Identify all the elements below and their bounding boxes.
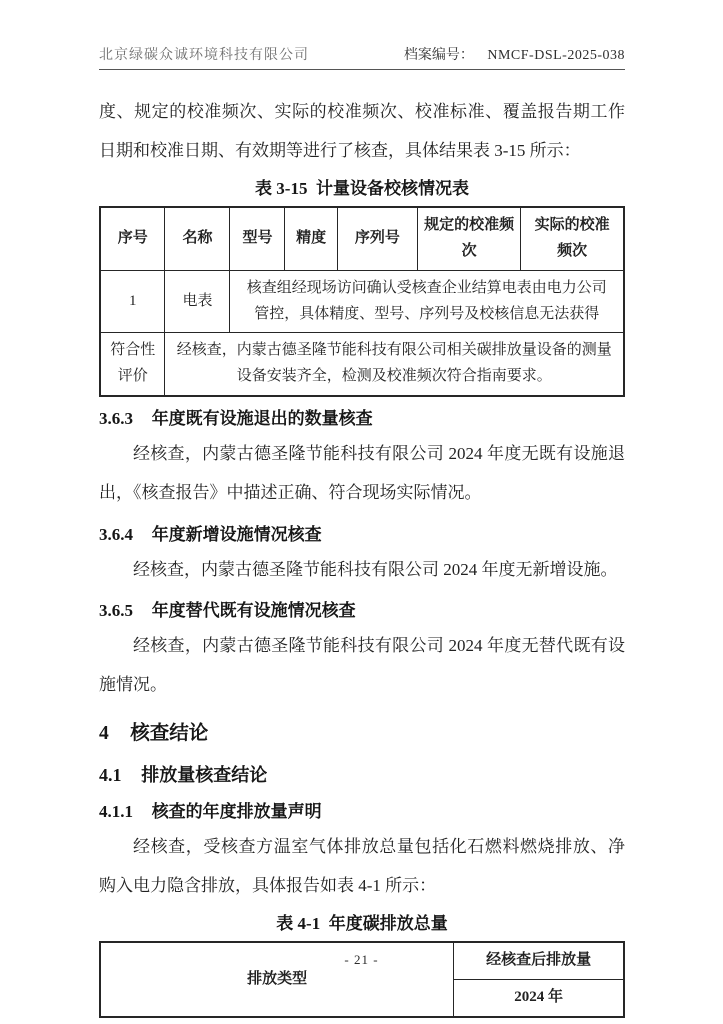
section-title: 核查的年度排放量声明 bbox=[151, 801, 322, 821]
section-heading-4-1-1 bbox=[99, 799, 625, 825]
table-row bbox=[100, 333, 624, 396]
section-paragraph-3-6-4: 经核查，内蒙古德圣隆节能科技有限公司 2024 年度无新增设施。 bbox=[133, 559, 618, 579]
table-row bbox=[100, 270, 624, 333]
table-3-15 bbox=[99, 206, 625, 397]
section-number: 3.6.4 bbox=[99, 524, 133, 544]
emission-type-header-cell: 排放类型 bbox=[100, 942, 454, 1017]
section-number: 4 bbox=[99, 723, 109, 745]
column-header-actual-freq: 实际的校准频次 bbox=[521, 207, 624, 270]
column-header-required-freq: 规定的校准频次 bbox=[418, 207, 521, 270]
page-content bbox=[99, 44, 625, 1018]
table-3-15-number: 表 3-15 bbox=[255, 179, 308, 199]
section-heading-4-1 bbox=[99, 762, 625, 790]
column-header-precision: 精度 bbox=[285, 207, 337, 270]
section-heading-3-6-3 bbox=[99, 406, 625, 432]
section-number: 3.6.3 bbox=[99, 408, 133, 428]
archive-label: 档案编号： bbox=[403, 48, 474, 63]
column-header-name: 名称 bbox=[165, 207, 230, 270]
table-3-15-title bbox=[99, 174, 625, 199]
section-number: 3.6.5 bbox=[99, 600, 133, 620]
section-title: 年度替代既有设施情况核查 bbox=[151, 600, 356, 620]
year-header-cell: 2024 年 bbox=[454, 979, 624, 1016]
section-title: 排放量核查结论 bbox=[141, 764, 268, 785]
column-header-serial: 序列号 bbox=[337, 207, 417, 270]
archive-number-block bbox=[404, 44, 625, 64]
column-header-model: 型号 bbox=[230, 207, 285, 270]
table-4-1-number: 表 4-1 bbox=[276, 914, 321, 934]
section-paragraph-3-6-5: 经核查，内蒙古德圣隆节能科技有限公司 2024 年度无替代既有设施情况。 bbox=[99, 636, 625, 695]
verified-emission-header-cell: 经核查后排放量 bbox=[454, 942, 624, 979]
device-seq-cell: 1 bbox=[100, 270, 165, 333]
section-number: 4.1 bbox=[99, 764, 122, 785]
table-3-15-caption: 计量设备校核情况表 bbox=[315, 179, 469, 199]
section-heading-3-6-4 bbox=[99, 522, 625, 548]
page-header bbox=[99, 44, 625, 70]
intro-paragraph: 度、规定的校准频次、实际的校准频次、校准标准、覆盖报告期工作日期和校准日期、有效期等进行了核查，具体结果表 3-15 所示： bbox=[99, 102, 625, 161]
company-name: 北京绿碳众诚环境科技有限公司 bbox=[99, 48, 309, 63]
device-note-cell: 核查组经现场访问确认受核查企业结算电表由电力公司管控，具体精度、型号、序列号及校核信息无法获得 bbox=[230, 270, 624, 333]
conformity-note-cell: 经核查，内蒙古德圣隆节能科技有限公司相关碳排放量设备的测量设备安装齐全，检测及校准频次符合指南要求。 bbox=[165, 333, 624, 396]
column-header-seq: 序号 bbox=[100, 207, 165, 270]
chapter-heading-4 bbox=[99, 719, 625, 749]
conformity-label-cell: 符合性评价 bbox=[100, 333, 165, 396]
section-number: 4.1.1 bbox=[99, 801, 133, 821]
device-name-cell: 电表 bbox=[165, 270, 230, 333]
section-title: 年度新增设施情况核查 bbox=[151, 524, 322, 544]
section-title: 核查结论 bbox=[130, 723, 209, 745]
page-number: - 21 - bbox=[344, 952, 379, 967]
archive-number: NMCF-DSL-2025-038 bbox=[487, 48, 625, 63]
section-paragraph-3-6-3: 经核查，内蒙古德圣隆节能科技有限公司 2024 年度无既有设施退出，《核查报告》中描述正确、符合现场实际情况。 bbox=[99, 444, 625, 503]
table-row bbox=[100, 207, 624, 270]
section-heading-3-6-5 bbox=[99, 598, 625, 624]
section-title: 年度既有设施退出的数量核查 bbox=[151, 408, 373, 428]
section-paragraph-4-1-1: 经核查，受核查方温室气体排放总量包括化石燃料燃烧排放、净购入电力隐含排放，具体报告如表 4-1 所示： bbox=[99, 836, 625, 896]
table-4-1-title bbox=[99, 909, 625, 934]
table-4-1-caption: 年度碳排放总量 bbox=[328, 914, 448, 934]
